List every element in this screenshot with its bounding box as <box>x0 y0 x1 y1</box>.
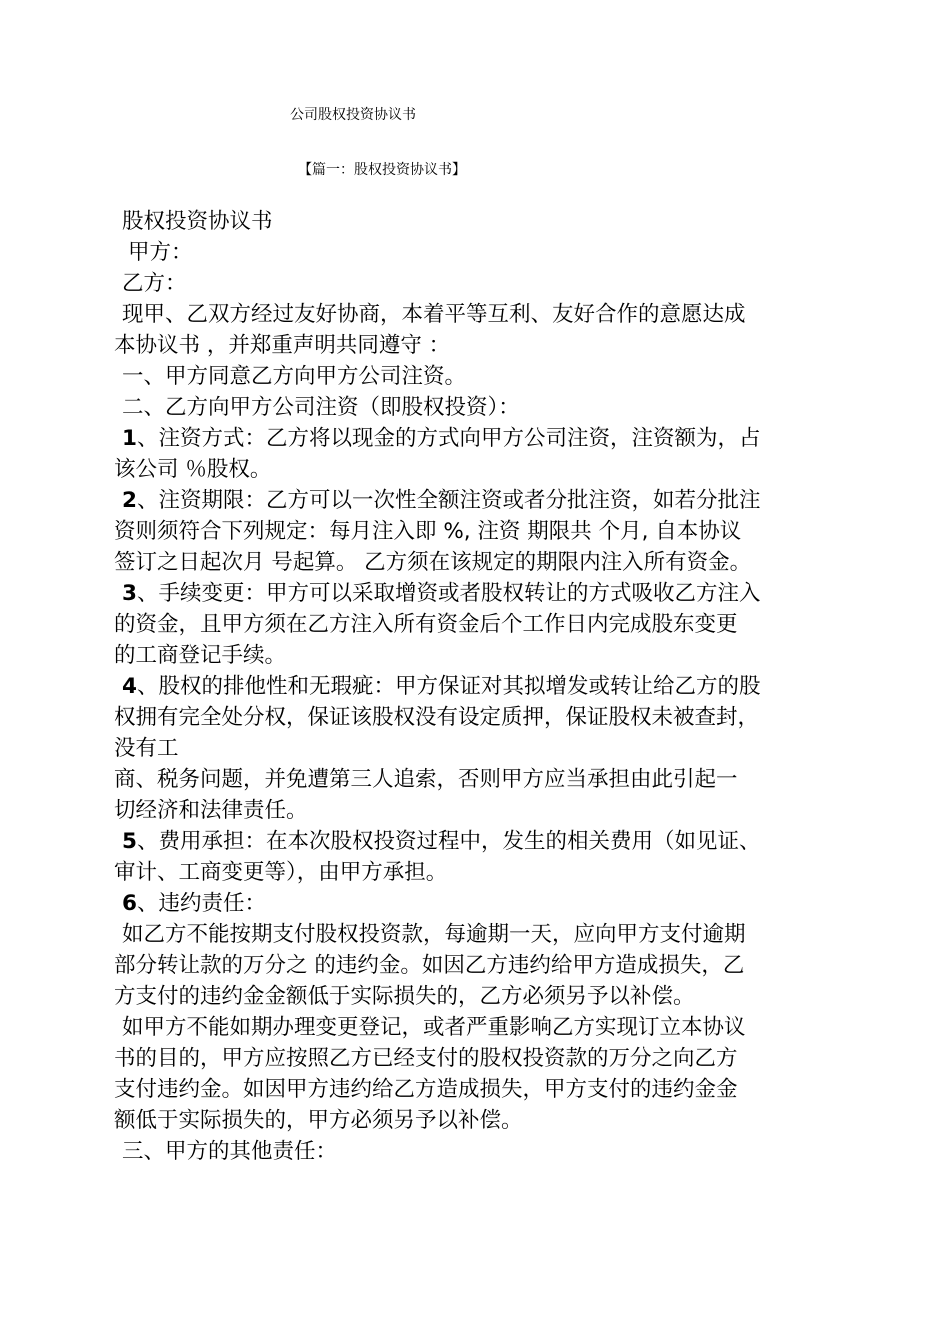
item-4-line: 权拥有完全处分权，保证该股权没有设定质押，保证股权未被查封， <box>114 705 760 730</box>
item-4-line: 切经济和法律责任。 <box>114 798 308 823</box>
item-4-line <box>114 671 836 702</box>
preamble-line: 本协议书 ，并郑重声明共同遵守 ： <box>114 333 451 358</box>
clause-three: 三、甲方的其他责任： <box>122 1139 338 1164</box>
item-number: 1 <box>122 426 137 451</box>
item-2-line: 资则须符合下列规定：每月注入即 %, 注资 期限共 个月, 自本协议 <box>114 519 742 544</box>
item-text: 、手续变更：甲方可以采取增资或者股权转让的方式吸收乙方注入 <box>136 581 761 606</box>
party-b-label: 乙方： <box>122 271 187 296</box>
preamble-line: 现甲、乙双方经过友好协商，本着平等互利、友好合作的意愿达成 <box>122 302 746 327</box>
item-2-line <box>114 485 836 516</box>
item-6-heading <box>114 888 836 919</box>
item-number: 2 <box>122 488 137 513</box>
party-a-label: 甲方： <box>128 240 193 265</box>
clause-two: 二、乙方向甲方公司注资（即股权投资）： <box>122 395 520 420</box>
item-5-line <box>114 826 836 857</box>
item-text: 、注资方式：乙方将以现金的方式向甲方公司注资，注资额为，占 <box>136 426 761 451</box>
item-6-paragraph-1-line: 部分转让款的万分之 的违约金。如因乙方违约给甲方造成损失，乙 <box>114 953 745 978</box>
item-number: 4 <box>122 674 137 699</box>
item-text: 、费用承担：在本次股权投资过程中，发生的相关费用（如见证、 <box>136 829 761 854</box>
item-3-line <box>114 578 836 609</box>
item-6-paragraph-1-line: 方支付的违约金金额低于实际损失的，乙方必须另予以补偿。 <box>114 984 695 1009</box>
item-6-paragraph-1-line: 如乙方不能按期支付股权投资款，每逾期一天，应向甲方支付逾期 <box>122 922 746 947</box>
item-text: 、注资期限：乙方可以一次性全额注资或者分批注资，如若分批注 <box>136 488 761 513</box>
item-number: 5 <box>122 829 137 854</box>
item-4-line: 商、税务问题，并免遭第三人追索，否则甲方应当承担由此引起一 <box>114 767 738 792</box>
item-1-line <box>114 423 836 454</box>
item-1-line: 该公司 ％股权。 <box>114 457 272 482</box>
item-6-paragraph-2-line: 书的目的，甲方应按照乙方已经支付的股权投资款的万分之向乙方 <box>114 1046 738 1071</box>
item-number: 3 <box>122 581 137 606</box>
clause-one: 一、甲方同意乙方向甲方公司注资。 <box>122 364 467 389</box>
section-label: 【篇一：股权投资协议书】 <box>298 162 466 178</box>
item-text: 、违约责任： <box>136 891 266 916</box>
item-6-paragraph-2-line: 如甲方不能如期办理变更登记，或者严重影响乙方实现订立本协议 <box>122 1015 746 1040</box>
item-3-line: 的工商登记手续。 <box>114 643 287 668</box>
item-6-paragraph-2-line: 支付违约金。如因甲方违约给乙方造成损失，甲方支付的违约金金 <box>114 1077 738 1102</box>
item-5-line: 审计、工商变更等），由甲方承担。 <box>114 860 448 885</box>
item-text: 、股权的排他性和无瑕疵：甲方保证对其拟增发或转让给乙方的股 <box>136 674 761 699</box>
item-2-line: 签订之日起次月 号起算。 乙方须在该规定的期限内注入所有资金。 <box>114 550 752 575</box>
item-6-paragraph-2-line: 额低于实际损失的，甲方必须另予以补偿。 <box>114 1108 523 1133</box>
item-3-line: 的资金，且甲方须在乙方注入所有资金后个工作日内完成股东变更 <box>114 612 738 637</box>
document-header-title: 公司股权投资协议书 <box>290 107 416 123</box>
agreement-title: 股权投资协议书 <box>122 209 273 234</box>
agreement-body <box>114 206 836 1167</box>
item-4-line: 没有工 <box>114 736 179 761</box>
item-number: 6 <box>122 891 137 916</box>
